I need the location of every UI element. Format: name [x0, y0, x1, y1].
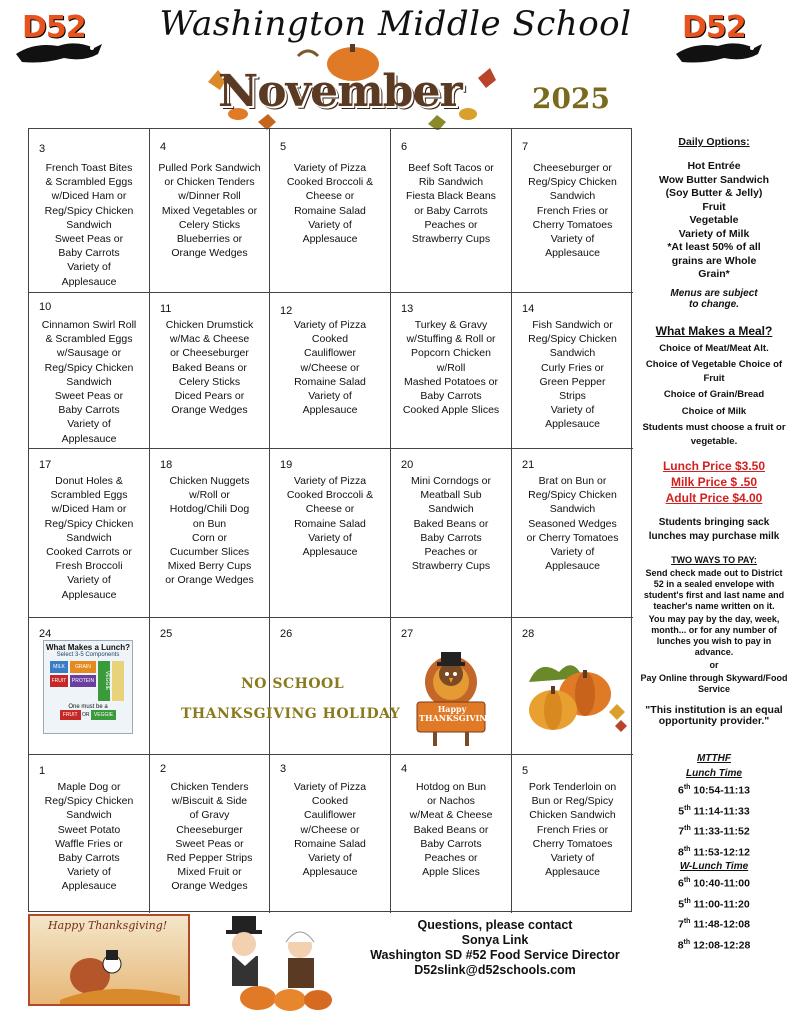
time-range: 11:00-11:20: [693, 898, 750, 910]
day-number: 26: [280, 628, 293, 640]
lunch-time-row: [640, 841, 788, 862]
day-number: 17: [39, 459, 52, 471]
daily-option: Variety of Milk: [678, 227, 750, 240]
grade-suffix: th: [684, 825, 691, 832]
calendar-day: [512, 129, 633, 293]
calendar-day: [29, 755, 150, 913]
meal-item: Choice of Vegetable Choice of Fruit: [645, 359, 783, 384]
grade: 5: [678, 898, 685, 910]
meal-title: What Makes a Meal?: [655, 323, 773, 338]
daily-option: Grain*: [698, 268, 730, 280]
poster-subtitle: Select 3-5 Components: [56, 652, 120, 658]
day-number: 5: [522, 765, 529, 777]
day-number: 24: [39, 628, 52, 640]
milk-price: Milk Price $ .50: [670, 475, 758, 489]
menus-note: Menus are subject to change.: [670, 287, 758, 310]
lunch-time-row: [640, 872, 788, 893]
contact-info: [355, 918, 635, 978]
daily-option: Hot Entrée: [687, 160, 741, 172]
calendar-day: [270, 293, 391, 449]
day-number: 21: [522, 459, 535, 471]
calendar-day: [391, 129, 512, 293]
calendar-day: [512, 449, 633, 618]
daily-option: Fruit: [702, 200, 726, 213]
time-range: 12:08-12:28: [693, 939, 751, 951]
day-number: 3: [39, 143, 46, 155]
lunch-time-label: Lunch Time: [686, 768, 742, 779]
lunch-times: [640, 779, 788, 861]
day-menu: Turkey & Gravy w/Stuffing & Roll or Popcorn Chicken w/Roll Mashed Potatoes or Baby Carrots Cooked Apple Slices: [402, 319, 500, 417]
protein-tile: PROTEIN: [70, 675, 96, 687]
day-menu: Beef Soft Tacos or Rib Sandwich Fiesta Black Beans or Baby Carrots Peaches or Strawberry Cups: [406, 162, 496, 246]
grain-tile: GRAIN: [70, 661, 96, 673]
pumpkins-icon: [523, 652, 633, 736]
logo-text: D52: [22, 10, 86, 45]
day-menu: Pork Tenderloin on Bun or Reg/Spicy Chicken Sandwich French Fries or Cherry Tomatoes Variety of Applesauce: [528, 781, 617, 879]
district-logo-right: [674, 10, 774, 66]
day-menu: Hotdog on Bun or Nachos w/Meat & Cheese Baked Beans or Baby Carrots Peaches or Apple Slices: [409, 781, 493, 879]
time-range: 11:53-12:12: [693, 846, 750, 858]
ways-to-pay-title: TWO WAYS TO PAY:: [671, 555, 757, 565]
year-title: 2025: [532, 82, 610, 115]
panther-icon: [674, 36, 764, 66]
day-menu: French Toast Bites & Scrambled Eggs w/Diced Ham or Reg/Spicy Chicken Sandwich Sweet Peas or Baby Carrots Variety of Applesauce: [44, 162, 134, 288]
adult-price: Adult Price $4.00: [665, 491, 763, 505]
poster-tiles: [50, 661, 126, 701]
pay-check: Send check made out to District 52 in a sealed envelope with student's first and last name and teacher's name written on it.: [643, 568, 785, 611]
lunch-price: Lunch Price $3.50: [662, 459, 766, 473]
calendar-day: [29, 129, 150, 293]
or-label: OR: [82, 712, 90, 718]
happy-thanksgiving-sign: Happy THANKSGIVING: [419, 704, 494, 723]
meal-item: Choice of Grain/Bread: [663, 389, 765, 400]
day-number: 27: [401, 628, 414, 640]
day-number: 6: [401, 141, 408, 153]
day-number: 3: [280, 763, 287, 775]
poster-choice: [44, 712, 132, 718]
lunch-time-row: [640, 893, 788, 914]
day-menu: Donut Holes & Scrambled Eggs w/Diced Ham or Reg/Spicy Chicken Sandwich Cooked Carrots or Fresh Broccoli Variety of Applesauce: [44, 475, 134, 601]
time-range: 11:48-12:08: [693, 918, 750, 931]
contact-name: Sonya Link: [461, 933, 529, 947]
days-label: MTTHF: [697, 753, 731, 764]
veggie-tile: VEGGIE: [98, 661, 110, 701]
contact-line1: Questions, please contact: [417, 918, 573, 932]
calendar-day: [150, 129, 270, 293]
fruit-choice: FRUIT: [60, 710, 81, 720]
grade-suffix: th: [683, 938, 691, 946]
meal-item: Choice of Milk: [681, 405, 747, 417]
daily-option: Wow Butter Sandwich: [658, 173, 770, 186]
day-number: 4: [401, 763, 408, 775]
calendar-day: [512, 755, 633, 913]
milk-tile: MILK: [50, 661, 68, 673]
plate-icon: [112, 661, 124, 701]
day-number: 18: [160, 459, 173, 471]
lunch-time-row: [640, 934, 788, 955]
snoopy-thanksgiving-image: [28, 914, 190, 1006]
lunch-time-row: [640, 779, 788, 800]
calendar-day: [29, 449, 150, 618]
grade: 7: [677, 918, 684, 931]
daily-options-title: Daily Options:: [678, 136, 750, 148]
calendar-day: [391, 755, 512, 913]
grade: 6: [677, 784, 684, 797]
lunch-time-row: [640, 913, 788, 934]
day-number: 25: [160, 628, 173, 640]
day-menu: Pulled Pork Sandwich or Chicken Tenders w/Dinner Roll Mixed Vegetables or Celery Sticks Blueberries or Orange Wedges: [158, 162, 261, 260]
day-menu: Chicken Nuggets w/Roll or Hotdog/Chili Dog on Bun Corn or Cucumber Slices Mixed Berry Cups or Orange Wedges: [165, 475, 254, 587]
day-menu: Fish Sandwich or Reg/Spicy Chicken Sandwich Curly Fries or Green Pepper Strips Variety of Applesauce: [528, 319, 617, 431]
day-menu: Variety of Pizza Cooked Broccoli & Cheese or Romaine Salad Variety of Applesauce: [286, 475, 374, 559]
time-range: 11:33-11:52: [693, 825, 750, 838]
day-number: 11: [160, 303, 172, 315]
day-menu: Brat on Bun or Reg/Spicy Chicken Sandwich Seasoned Wedges or Cherry Tomatoes Variety of Applesauce: [526, 475, 619, 573]
month-title: November: [218, 66, 462, 117]
poster-title: What Makes a Lunch?: [45, 643, 130, 652]
day-number: 2: [160, 763, 167, 775]
poster-footer: One must be a: [68, 704, 108, 710]
meal-items: [640, 342, 788, 449]
calendar-day: [391, 449, 512, 618]
day-number: 10: [39, 301, 52, 313]
school-name: Washington Middle School: [159, 4, 632, 44]
grade-suffix: th: [683, 918, 691, 925]
daily-options-list: [640, 160, 788, 282]
calendar-day: [391, 293, 512, 449]
day-number: 13: [401, 303, 414, 315]
calendar-day: [270, 449, 391, 618]
day-number: 20: [401, 459, 414, 471]
day-menu: Mini Corndogs or Meatball Sub Sandwich Baked Beans or Baby Carrots Peaches or Strawberry Cups: [411, 475, 491, 573]
sidebar: [640, 130, 788, 954]
district-logo-left: [14, 10, 114, 66]
no-school-label: NO SCHOOL: [241, 676, 345, 692]
day-menu: Variety of Pizza Cooked Cauliflower w/Cheese or Romaine Salad Variety of Applesauce: [293, 781, 367, 879]
thanks-card-label: Happy Thanksgiving!: [48, 919, 168, 932]
calendar-day: [150, 449, 270, 618]
pay-online: Pay Online through Skyward/Food Service: [640, 673, 788, 694]
grade: 5: [678, 805, 685, 817]
daily-option: (Soy Butter & Jelly): [665, 187, 763, 199]
day-number: 14: [522, 303, 535, 315]
grade: 8: [677, 939, 684, 951]
day-number: 19: [280, 459, 293, 471]
grade-suffix: th: [684, 804, 691, 812]
calendar-day: [150, 293, 270, 449]
what-makes-a-lunch-poster: [43, 640, 133, 734]
meal-item: Choice of Meat/Meat Alt.: [659, 342, 769, 354]
w-lunch-times: [640, 872, 788, 954]
day-number: 1: [39, 765, 46, 777]
day-number: 12: [280, 305, 293, 317]
grade-suffix: th: [683, 784, 691, 791]
logo-text: D52: [682, 10, 746, 45]
grade: 7: [678, 825, 685, 838]
pay-or: or: [709, 660, 719, 670]
day-menu: Variety of Pizza Cooked Cauliflower w/Cheese or Romaine Salad Variety of Applesauce: [293, 319, 367, 417]
daily-option: grains are Whole: [671, 254, 757, 267]
contact-title: Washington SD #52 Food Service Director: [370, 948, 620, 962]
menu-calendar: [28, 128, 632, 912]
day-menu: Maple Dog or Reg/Spicy Chicken Sandwich Sweet Potato Waffle Fries or Baby Carrots Variety of Applesauce: [44, 781, 134, 893]
day-number: 4: [160, 141, 167, 153]
turkey-sign-icon: [411, 652, 493, 748]
veggie-choice: VEGGIE: [91, 710, 116, 720]
day-number: 5: [280, 141, 287, 153]
calendar-day: [150, 755, 270, 913]
pilgrims-icon: [218, 912, 338, 1012]
day-menu: Variety of Pizza Cooked Broccoli & Cheese or Romaine Salad Variety of Applesauce: [286, 162, 374, 246]
equal-opportunity-statement: "This institution is an equal opportunity provider.": [645, 704, 783, 727]
day-menu: Cheeseburger or Reg/Spicy Chicken Sandwich French Fries or Cherry Tomatoes Variety of Applesauce: [528, 162, 617, 260]
time-range: 10:40-11:00: [693, 877, 750, 890]
price-list: [640, 458, 788, 506]
w-lunch-time-label: W-Lunch Time: [679, 861, 749, 872]
calendar-day: [270, 129, 391, 293]
day-number: 28: [522, 628, 535, 640]
calendar-day: [270, 755, 391, 913]
calendar-day: [512, 293, 633, 449]
grade: 6: [677, 877, 684, 890]
grade: 8: [677, 846, 684, 858]
grade-suffix: th: [683, 877, 691, 884]
time-range: 10:54-11:13: [693, 784, 750, 797]
calendar-day: [29, 293, 150, 449]
month-banner: [178, 44, 528, 130]
sack-lunch-note: Students bringing sack lunches may purchase milk: [648, 517, 780, 542]
lunch-time-row: [640, 820, 788, 841]
time-range: 11:14-11:33: [693, 805, 750, 817]
daily-option: *At least 50% of all: [667, 241, 761, 253]
meal-item: Students must choose a fruit or vegetable.: [642, 422, 786, 447]
day-number: 7: [522, 141, 529, 153]
thanksgiving-holiday-label: THANKSGIVING HOLIDAY: [181, 706, 401, 722]
day-menu: Chicken Drumstick w/Mac & Cheese or Cheeseburger Baked Beans or Celery Sticks Diced Pears or Orange Wedges: [165, 319, 254, 417]
day-menu: Chicken Tenders w/Biscuit & Side of Gravy Cheeseburger Sweet Peas or Red Pepper Strips Mixed Fruit or Orange Wedges: [166, 781, 253, 893]
fruit-tile: FRUIT: [50, 675, 68, 687]
daily-option: Vegetable: [689, 214, 739, 226]
pay-any: You may pay by the day, week, month... or for any number of lunches you wish to pay in advance.: [648, 614, 780, 657]
day-menu: Cinnamon Swirl Roll & Scrambled Eggs w/Sausage or Reg/Spicy Chicken Sandwich Sweet Peas or Baby Carrots Variety of Applesauce: [41, 319, 137, 445]
grade-suffix: th: [684, 897, 691, 905]
grade-suffix: th: [683, 845, 691, 853]
lunch-time-row: [640, 800, 788, 821]
contact-email[interactable]: D52slink@d52schools.com: [414, 963, 576, 977]
panther-icon: [14, 36, 104, 66]
